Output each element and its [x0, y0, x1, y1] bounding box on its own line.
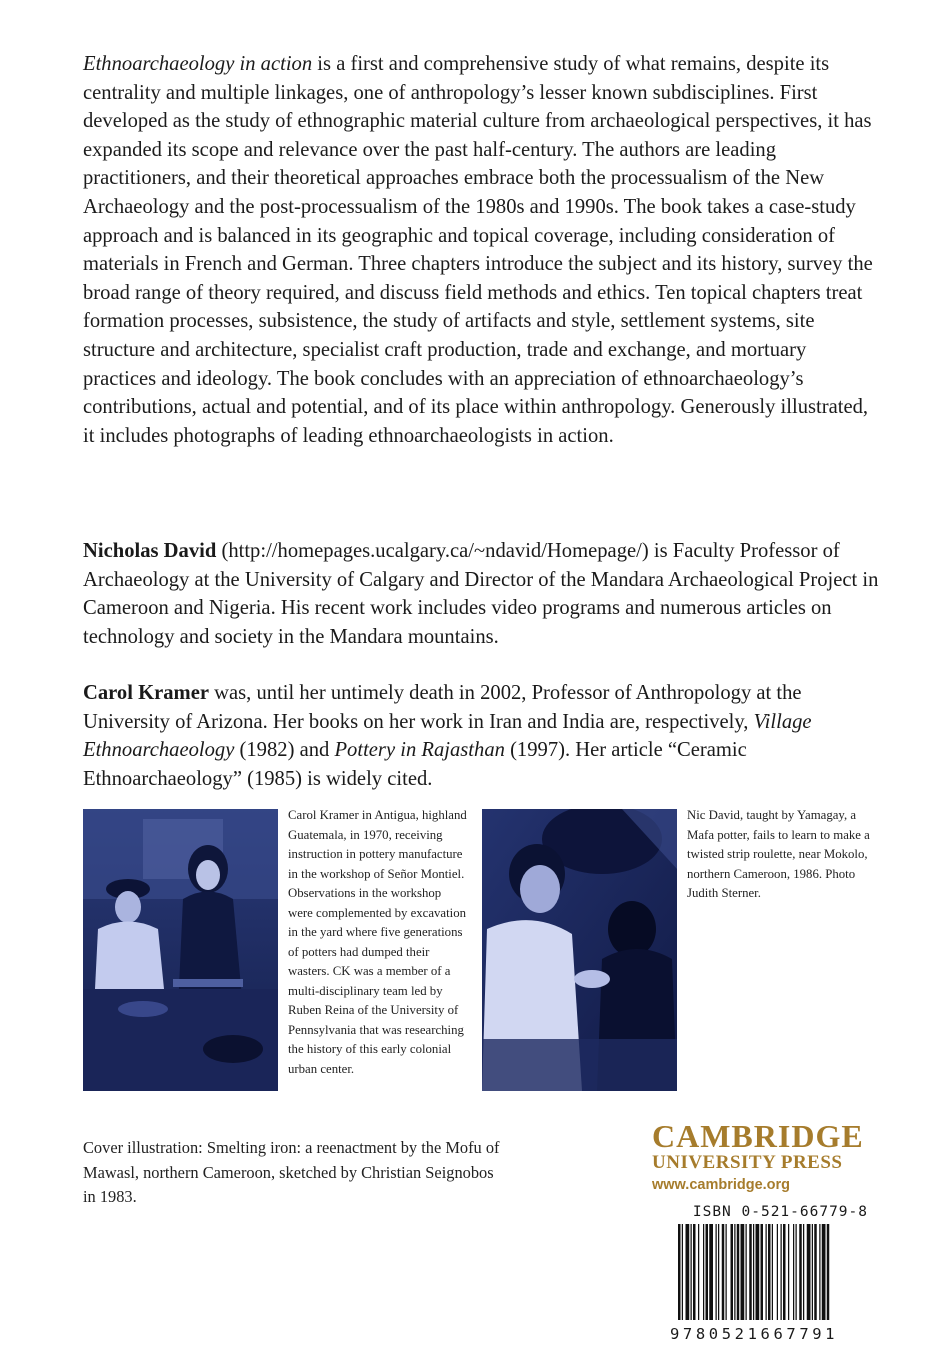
author-name-david: Nicholas David: [83, 540, 217, 562]
book-description: [83, 50, 873, 450]
barcode-icon: [678, 1224, 874, 1324]
isbn-label: ISBN 0-521-66779-8: [692, 1204, 868, 1220]
photo-nic-david: [482, 809, 677, 1091]
cover-illustration-note: Cover illustration: Smelting iron: a reenactment by the Mofu of Mawasl, northern Cameroon, sketched by Christian Seignobos in 1983.: [83, 1138, 500, 1206]
publisher-name: CAMBRIDGE: [652, 1118, 864, 1154]
bio-text-part: (1997). Her article “Ceramic Ethnoarchaeology” (1985) is widely cited.: [83, 739, 747, 790]
book-title-pottery: Pottery in Rajasthan: [334, 739, 505, 762]
photo-carol-kramer: [83, 809, 278, 1091]
publisher-sub: UNIVERSITY PRESS: [652, 1152, 843, 1173]
ean-number: 9780521667791: [670, 1325, 839, 1343]
bio-text-part: (1982) and: [234, 739, 335, 762]
description-text: is a first and comprehensive study of what remains, despite its centrality and multiple linkages, one of anthropology’s lesser known subdisciplines. First developed as the study of ethnographic material culture from archaeological perspectives, it has expanded its scope and relevance over the past half-century. The authors are leading practitioners, and their theoretical approaches embrace both the processualism of the New Archaeology and the post-processualism of the 1980s and 1990s. The book takes a case-study approach and is balanced in its geographic and topical coverage, including consideration of materials in French and German. Three chapters introduce the subject and its history, survey the broad range of theory required, and discuss field methods and ethics. Ten topical chapters treat formation processes, subsistence, the study of artifacts and style, settlement systems, site structure and architecture, specialist craft production, trade and exchange, and mortuary practices and ideology. The book concludes with an appreciation of ethnoarchaeology’s contributions, actual and potential, and of its place within anthropology. Generously illustrated, it includes photographs of leading ethnoarchaeologists in action.: [83, 53, 873, 447]
caption-david: Nic David, taught by Yamagay, a Mafa potter, fails to learn to make a twisted strip roulette, near Mokolo, northern Cameroon, 1986. Photo Judith Sterner.: [687, 808, 870, 900]
author-bio-david: [83, 537, 883, 651]
publisher-logo: [652, 1120, 882, 1196]
publisher-url: www.cambridge.org: [652, 1177, 791, 1193]
isbn-barcode-block: [670, 1202, 880, 1352]
author-bio-kramer: [83, 679, 883, 793]
author-bio-text-david: (http://homepages.ucalgary.ca/~ndavid/Homepage/) is Faculty Professor of Archaeology at the University of Calgary and Director of the Mandara Archaeological Project in Cameroon and Nigeria. His recent work includes video programs and numerous articles on technology and society in the Mandara mountains.: [83, 540, 879, 648]
book-title-village: Village Ethnoarchaeology: [83, 710, 812, 762]
book-title: Ethnoarchaeology in action: [83, 53, 313, 75]
caption-kramer: Carol Kramer in Antigua, highland Guatemala, in 1970, receiving instruction in pottery manufacture in the workshop of Señor Montiel. Observations in the workshop were complemented by excavation in the yard where five generations of potters had dumped their wasters. CK was a member of a multi-disciplinary team led by Ruben Reina of the University of Pennsylvania that was researching the history of this early colonial urban center.: [288, 808, 467, 1076]
author-name-kramer: Carol Kramer: [83, 682, 209, 704]
bio-text-part: was, until her untimely death in 2002, Professor of Anthropology at the University of Arizona. Her books on her work in Iran and India are, respectively,: [83, 682, 802, 733]
